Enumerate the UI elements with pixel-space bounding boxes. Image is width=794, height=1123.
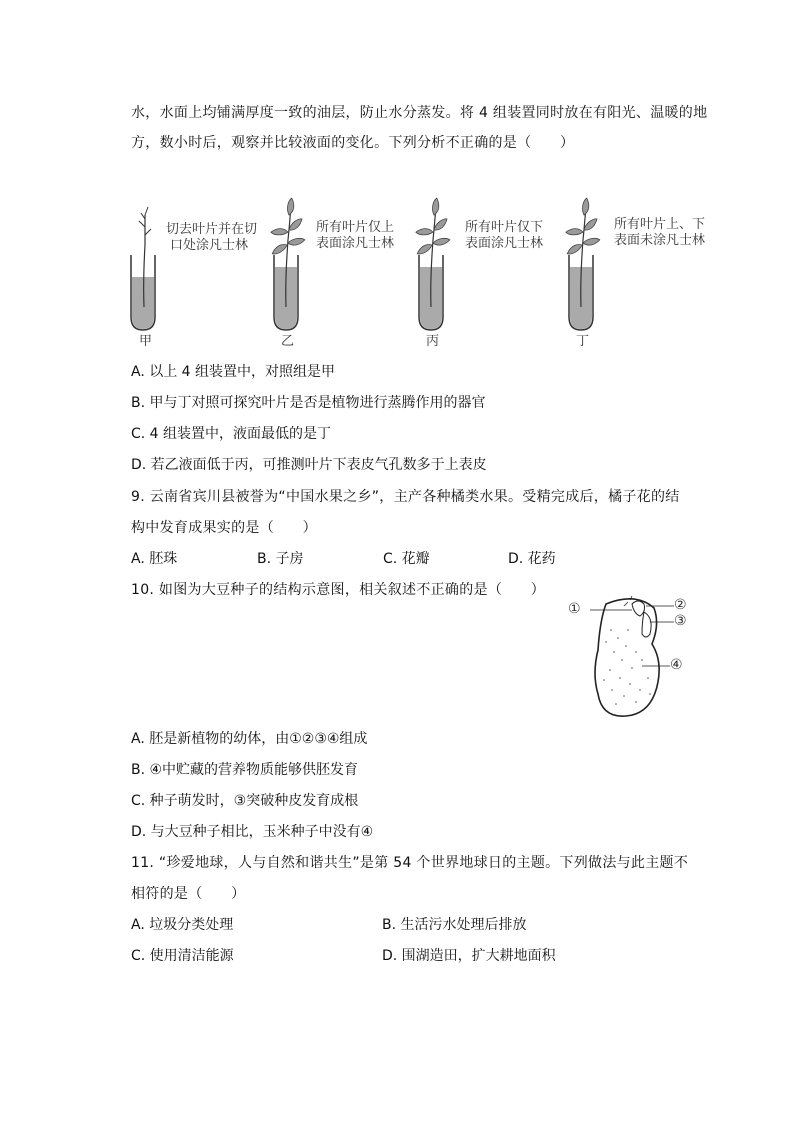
intro-line-2: 方，数小时后，观察并比较液面的变化。下列分析不正确的是（ ） <box>131 135 575 151</box>
caption-jia <box>166 222 257 254</box>
label-ding: 丁 <box>576 334 590 349</box>
tube-bing <box>416 198 450 330</box>
q9-stem-line-1: 9. 云南省宾川县被誉为“中国水果之乡”，主产各种橘类水果。受精完成后，橘子花的结 <box>131 489 680 505</box>
label-jia: 甲 <box>139 334 153 349</box>
seed-label-3: ③ <box>674 613 687 629</box>
q9-stem-line-2: 构中发育成果实的是（ ） <box>131 520 317 536</box>
tube-jia <box>131 207 155 330</box>
caption-yi <box>316 220 394 252</box>
q9-option-a: A. 胚珠 <box>131 551 178 567</box>
q8-option-a: A. 以上 4 组装置中，对照组是甲 <box>131 364 336 380</box>
caption-ding-line1: 所有叶片上、下 <box>614 217 706 232</box>
q11-option-c: C. 使用清洁能源 <box>131 948 234 964</box>
q8-option-d: D. 若乙液面低于丙，可推测叶片下表皮气孔数多于上表皮 <box>131 457 487 473</box>
caption-jia-line2: 口处涂凡士林 <box>170 238 249 253</box>
seed-label-2: ② <box>674 597 687 613</box>
intro-line-1: 水，水面上均铺满厚度一致的油层，防止水分蒸发。将 4 组装置同时放在有阳光、温暖的地 <box>131 105 708 121</box>
q9-option-c: C. 花瓣 <box>383 551 430 567</box>
label-yi: 乙 <box>281 334 295 349</box>
caption-jia-line1: 切去叶片并在切 <box>166 222 258 237</box>
label-bing: 丙 <box>426 334 440 349</box>
seed-label-4: ④ <box>670 657 683 673</box>
q8-option-b: B. 甲与丁对照可探究叶片是否是植物进行蒸腾作用的器官 <box>131 395 486 411</box>
q10-option-d: D. 与大豆种子相比，玉米种子中没有④ <box>131 824 374 840</box>
caption-bing-line1: 所有叶片仅下 <box>465 220 544 235</box>
tube-yi <box>271 198 305 330</box>
q11-option-d: D. 围湖造田，扩大耕地面积 <box>382 948 556 964</box>
tube-ding <box>566 198 600 330</box>
seed-label-1: ① <box>568 601 581 617</box>
q9-option-d: D. 花药 <box>508 551 556 567</box>
q11-stem-line-2: 相符的是（ ） <box>131 886 246 902</box>
q10-stem: 10. 如图为大豆种子的结构示意图，相关叙述不正确的是（ ） <box>131 582 546 598</box>
transpiration-figure <box>0 185 794 355</box>
q10-option-b: B. ④中贮藏的营养物质能够供胚发育 <box>131 762 359 778</box>
q11-option-a: A. 垃圾分类处理 <box>131 917 234 933</box>
caption-yi-line1: 所有叶片仅上 <box>316 220 395 235</box>
q11-option-b: B. 生活污水处理后排放 <box>382 917 527 933</box>
caption-bing-line2: 表面涂凡士林 <box>465 236 544 251</box>
caption-yi-line2: 表面涂凡士林 <box>316 236 395 251</box>
caption-ding <box>614 217 705 249</box>
q10-option-a: A. 胚是新植物的幼体，由①②③④组成 <box>131 731 368 747</box>
caption-bing <box>465 220 543 252</box>
q11-stem-line-1: 11. “珍爱地球，人与自然和谐共生”是第 54 个世界地球日的主题。下列做法与此主题不 <box>131 855 689 871</box>
q8-option-c: C. 4 组装置中，液面最低的是丁 <box>131 426 332 442</box>
caption-ding-line2: 表面未涂凡士林 <box>614 233 706 248</box>
q9-option-b: B. 子房 <box>257 551 304 567</box>
q10-option-c: C. 种子萌发时，③突破种皮发育成根 <box>131 793 359 809</box>
